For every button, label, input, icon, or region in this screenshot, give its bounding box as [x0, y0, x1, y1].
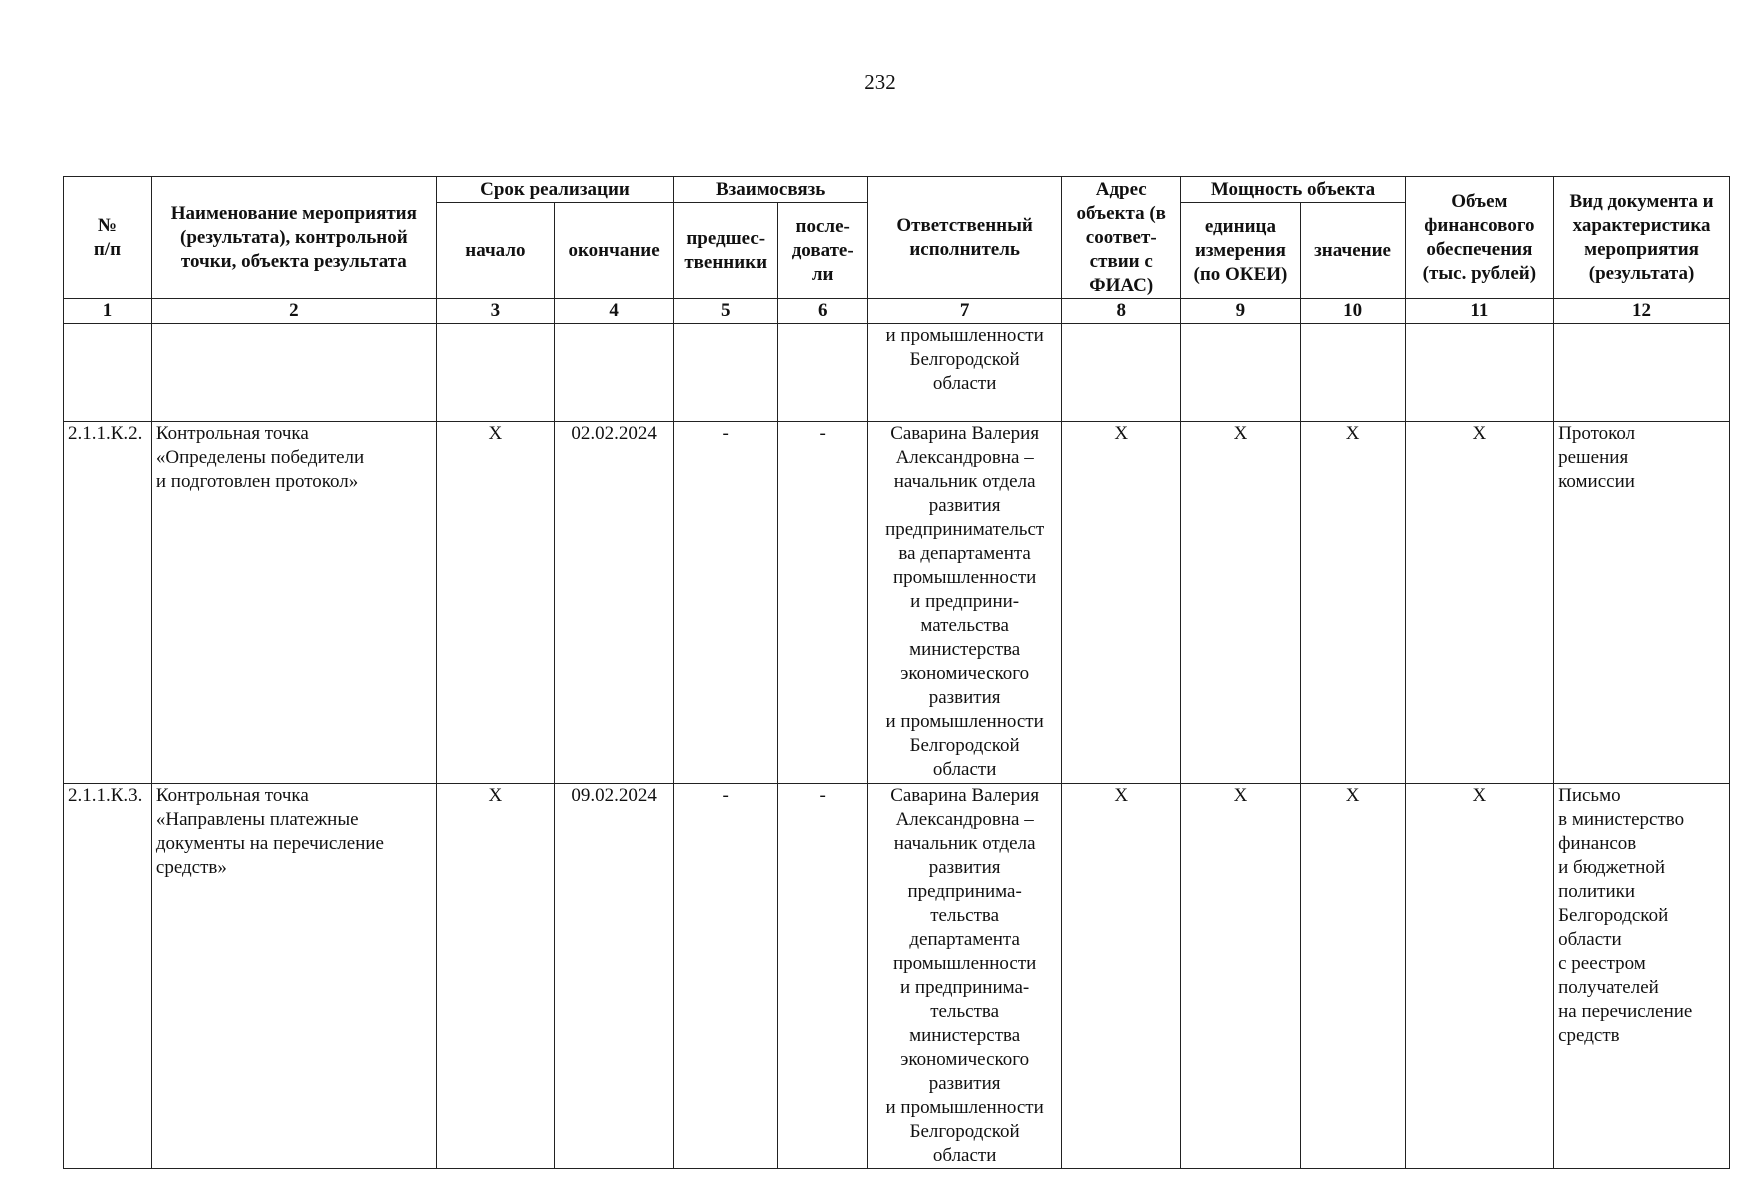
cell-succ	[778, 324, 868, 422]
column-number: 4	[554, 299, 673, 324]
cell-num: 2.1.1.К.2.	[64, 422, 152, 784]
column-number: 10	[1300, 299, 1405, 324]
table-row	[64, 324, 1730, 422]
column-number: 5	[674, 299, 778, 324]
header-address: Адрес объекта (в соответ-ствии с ФИАС)	[1062, 177, 1181, 299]
header-name: Наименование мероприятия (результата), контрольной точки, объекта результата	[151, 177, 436, 299]
cell-value: X	[1300, 784, 1405, 1169]
table-row	[64, 784, 1730, 1169]
table-row	[64, 422, 1730, 784]
cell-responsible: и промышленности Белгородской области	[868, 324, 1062, 422]
cell-end	[554, 324, 673, 422]
cell-document	[1554, 324, 1730, 422]
column-number: 7	[868, 299, 1062, 324]
cell-responsible: Саварина Валерия Александровна – начальник отдела развития предпринимательст ва департамента промышленности и предприни- мательства министерства экономического развития и промышленности Белгородской области	[868, 422, 1062, 784]
cell-value	[1300, 324, 1405, 422]
cell-funding	[1405, 324, 1554, 422]
page-number: 232	[864, 70, 896, 94]
column-number: 9	[1181, 299, 1300, 324]
cell-unit: X	[1181, 784, 1300, 1169]
cell-succ: -	[778, 422, 868, 784]
cell-start: X	[436, 422, 554, 784]
header-responsible: Ответственный исполнитель	[868, 177, 1062, 299]
cell-end: 02.02.2024	[554, 422, 673, 784]
activity-table	[63, 176, 1730, 1169]
column-number: 2	[151, 299, 436, 324]
column-number: 3	[436, 299, 554, 324]
header-link-pred: предшес- твенники	[674, 203, 778, 299]
header-term-group: Срок реализации	[436, 177, 673, 203]
column-number: 8	[1062, 299, 1181, 324]
header-num: № п/п	[64, 177, 152, 299]
cell-address: X	[1062, 784, 1181, 1169]
header-link-succ: после- довате- ли	[778, 203, 868, 299]
column-number: 12	[1554, 299, 1730, 324]
header-link-group: Взаимосвязь	[674, 177, 868, 203]
header-capacity-group: Мощность объекта	[1181, 177, 1405, 203]
cell-num	[64, 324, 152, 422]
cell-end: 09.02.2024	[554, 784, 673, 1169]
cell-name: Контрольная точка «Определены победители и подготовлен протокол»	[151, 422, 436, 784]
cell-address	[1062, 324, 1181, 422]
header-capacity-unit: единица измерения (по ОКЕИ)	[1181, 203, 1300, 299]
cell-num: 2.1.1.К.3.	[64, 784, 152, 1169]
cell-start	[436, 324, 554, 422]
cell-pred: -	[674, 784, 778, 1169]
header-funding: Объем финансового обеспечения (тыс. рублей)	[1405, 177, 1554, 299]
cell-unit	[1181, 324, 1300, 422]
cell-document: Протокол решения комиссии	[1554, 422, 1730, 784]
cell-name: Контрольная точка «Направлены платежные документы на перечисление средств»	[151, 784, 436, 1169]
cell-succ: -	[778, 784, 868, 1169]
header-term-end: окончание	[554, 203, 673, 299]
cell-responsible: Саварина Валерия Александровна – начальник отдела развития предпринима- тельства департамента промышленности и предпринима- тельства министерства экономического развития и промышленности Белгородской области	[868, 784, 1062, 1169]
cell-address: X	[1062, 422, 1181, 784]
cell-name	[151, 324, 436, 422]
cell-value: X	[1300, 422, 1405, 784]
cell-pred	[674, 324, 778, 422]
header-document: Вид документа и характеристика мероприятия (результата)	[1554, 177, 1730, 299]
column-number: 6	[778, 299, 868, 324]
cell-pred: -	[674, 422, 778, 784]
cell-document: Письмо в министерство финансов и бюджетной политики Белгородской области с реестром получателей на перечисление средств	[1554, 784, 1730, 1169]
cell-funding: X	[1405, 784, 1554, 1169]
column-number: 11	[1405, 299, 1554, 324]
cell-funding: X	[1405, 422, 1554, 784]
cell-start: X	[436, 784, 554, 1169]
column-number: 1	[64, 299, 152, 324]
cell-unit: X	[1181, 422, 1300, 784]
header-term-start: начало	[436, 203, 554, 299]
header-capacity-value: значение	[1300, 203, 1405, 299]
